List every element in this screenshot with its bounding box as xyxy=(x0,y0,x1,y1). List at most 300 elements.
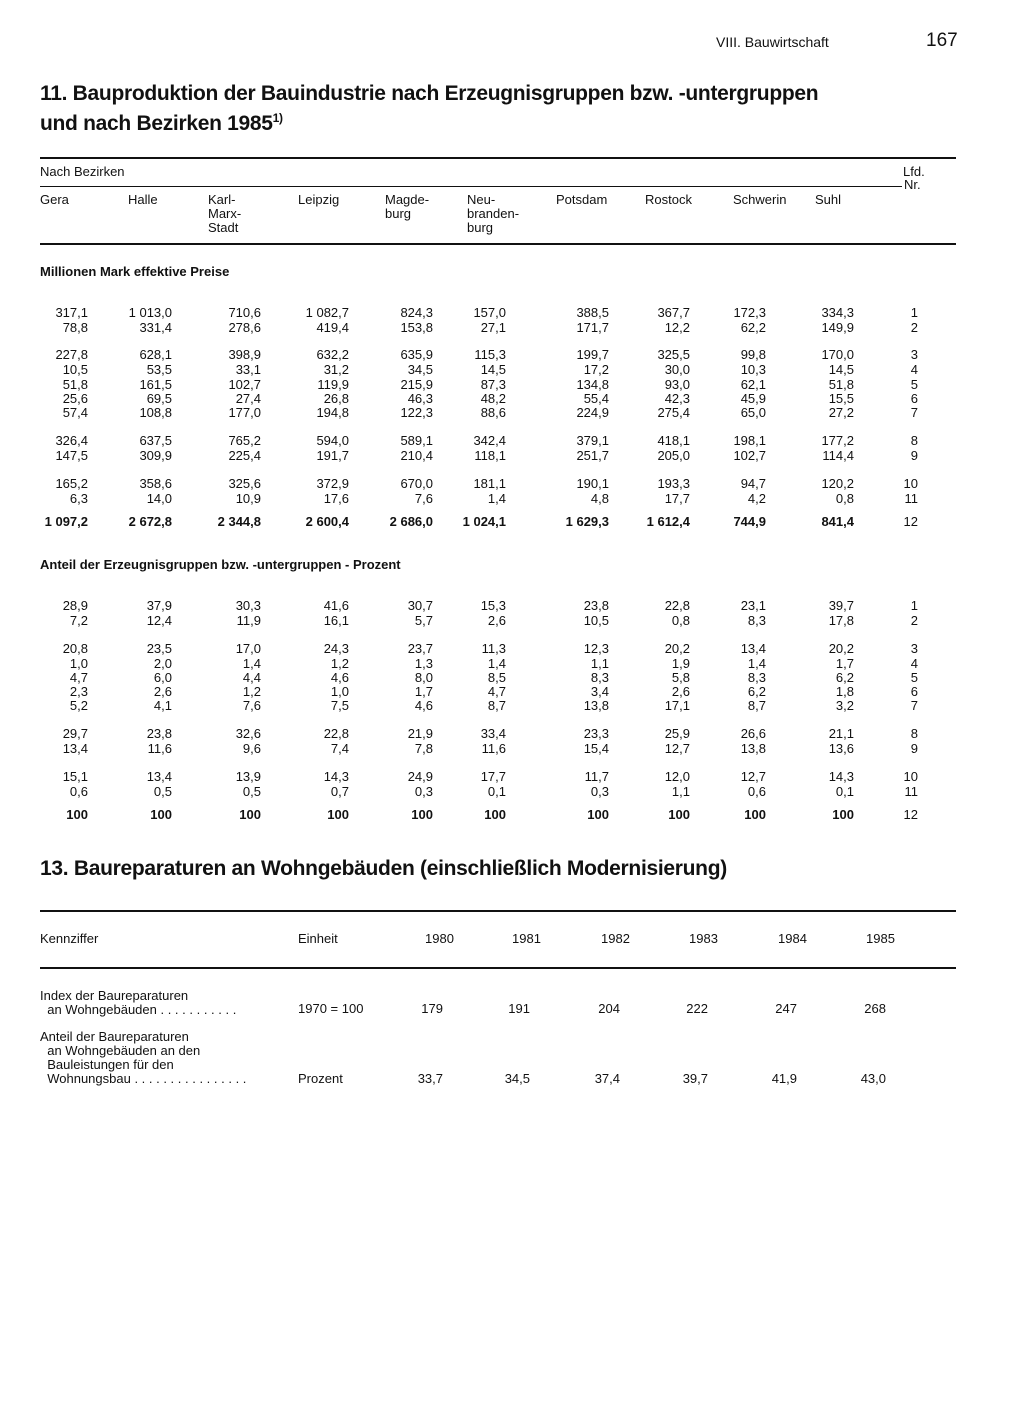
table-11-title-line2: und nach Bezirken 1985$^{1)}$ xyxy=(40,111,283,135)
table-cell: 15,1 xyxy=(62,769,88,784)
table-cell: 23,8 xyxy=(583,598,609,613)
table-13-row-label: Index der Baureparaturen an Wohngebäuden . . . . . . . . . . . xyxy=(40,988,237,1017)
table-cell: 20,8 xyxy=(62,641,88,656)
table-cell: 0,5 xyxy=(153,784,172,799)
table-cell: 48,2 xyxy=(480,391,506,406)
table-cell: 100 xyxy=(66,807,88,822)
table-cell: 4,6 xyxy=(414,698,433,713)
table-cell: 8,3 xyxy=(590,670,609,685)
table-cell: 227,8 xyxy=(55,347,88,362)
table-cell: 4,7 xyxy=(69,670,88,685)
table-cell: 6,2 xyxy=(835,670,854,685)
table-13-header: 1985 xyxy=(866,931,895,946)
table-cell: 325,6 xyxy=(228,476,261,491)
table-cell: 153,8 xyxy=(400,320,433,335)
table-cell: 37,9 xyxy=(146,598,172,613)
table-13-title: 13. Baureparaturen an Wohngebäuden (einschließlich Modernisierung) xyxy=(40,857,727,880)
table-cell: 14,3 xyxy=(323,769,349,784)
table-cell: 100 xyxy=(239,807,261,822)
table-cell: 2,6 xyxy=(671,684,690,699)
table-cell: 24,3 xyxy=(323,641,349,656)
table-cell: 637,5 xyxy=(139,433,172,448)
table-cell: 1,2 xyxy=(330,656,349,671)
table-cell: 23,7 xyxy=(407,641,433,656)
table-cell: 628,1 xyxy=(139,347,172,362)
table-cell: 358,6 xyxy=(139,476,172,491)
table-cell: 161,5 xyxy=(139,377,172,392)
table-cell: 225,4 xyxy=(228,448,261,463)
row-number: 2 xyxy=(910,320,918,335)
table-cell: 177,2 xyxy=(821,433,854,448)
table-cell: 1,9 xyxy=(671,656,690,671)
table-cell: 12,0 xyxy=(664,769,690,784)
table-cell: 21,9 xyxy=(407,726,433,741)
table-cell: 15,4 xyxy=(583,741,609,756)
table-cell: 177,0 xyxy=(228,405,261,420)
table-cell: 134,8 xyxy=(576,377,609,392)
table-cell: 2 686,0 xyxy=(389,514,433,529)
table-cell: 334,3 xyxy=(821,305,854,320)
table-cell: 372,9 xyxy=(316,476,349,491)
table-cell: 171,7 xyxy=(576,320,609,335)
table-cell: 5,8 xyxy=(671,670,690,685)
table-13-cell: 34,5 xyxy=(504,1071,530,1086)
table-cell: 379,1 xyxy=(576,433,609,448)
table-cell: 45,9 xyxy=(740,391,766,406)
row-number: 1 xyxy=(910,305,918,320)
table-cell: 120,2 xyxy=(821,476,854,491)
table-cell: 100 xyxy=(832,807,854,822)
table-cell: 1,7 xyxy=(835,656,854,671)
table-cell: 1,2 xyxy=(242,684,261,699)
table-cell: 14,3 xyxy=(828,769,854,784)
table-cell: 331,4 xyxy=(139,320,172,335)
table-cell: 181,1 xyxy=(473,476,506,491)
row-number: 11 xyxy=(904,784,918,799)
table-cell: 13,9 xyxy=(235,769,261,784)
table-cell: 1 629,3 xyxy=(565,514,609,529)
lfd-label-2: Nr. xyxy=(904,177,921,192)
row-number: 3 xyxy=(910,641,918,656)
table-cell: 1,4 xyxy=(487,656,506,671)
table-cell: 51,8 xyxy=(828,377,854,392)
table-cell: 115,3 xyxy=(474,347,506,362)
row-number: 5 xyxy=(910,377,918,392)
table-cell: 594,0 xyxy=(316,433,349,448)
table-cell: 0,1 xyxy=(835,784,854,799)
table-cell: 199,7 xyxy=(576,347,609,362)
table-cell: 325,5 xyxy=(657,347,690,362)
table-cell: 2,3 xyxy=(69,684,88,699)
table-cell: 41,6 xyxy=(323,598,349,613)
table-cell: 1,3 xyxy=(414,656,433,671)
table-cell: 744,9 xyxy=(733,514,766,529)
table-cell: 8,7 xyxy=(487,698,506,713)
table-cell: 191,7 xyxy=(316,448,349,463)
table-cell: 0,6 xyxy=(69,784,88,799)
table-cell: 9,6 xyxy=(242,741,261,756)
table-cell: 100 xyxy=(668,807,690,822)
column-header: Suhl xyxy=(815,192,842,207)
table-cell: 27,1 xyxy=(480,320,506,335)
table-cell: 13,8 xyxy=(583,698,609,713)
table-cell: 100 xyxy=(327,807,349,822)
table-cell: 17,1 xyxy=(664,698,690,713)
table-cell: 23,1 xyxy=(740,598,766,613)
table-cell: 1,4 xyxy=(242,656,261,671)
table-cell: 20,2 xyxy=(664,641,690,656)
table-cell: 317,1 xyxy=(55,305,88,320)
column-header: Rostock xyxy=(645,192,692,207)
table-cell: 1,7 xyxy=(414,684,433,699)
table-cell: 26,6 xyxy=(740,726,766,741)
table-13-top-rule xyxy=(40,910,956,912)
table-13-header: Einheit xyxy=(298,931,338,946)
table-cell: 7,8 xyxy=(414,741,433,756)
table-13-header: 1982 xyxy=(601,931,630,946)
table-cell: 419,4 xyxy=(316,320,349,335)
row-number: 7 xyxy=(910,698,918,713)
table-cell: 12,3 xyxy=(583,641,609,656)
table-cell: 205,0 xyxy=(657,448,690,463)
table-13-unit: 1970 = 100 xyxy=(298,1001,364,1016)
page-number: 167 xyxy=(926,30,958,51)
table-cell: 4,6 xyxy=(330,670,349,685)
column-header: Leipzig xyxy=(298,192,340,207)
table-cell: 278,6 xyxy=(228,320,261,335)
table-cell: 12,2 xyxy=(664,320,690,335)
table-13-cell: 204 xyxy=(598,1001,620,1016)
table-cell: 14,5 xyxy=(828,362,854,377)
column-header: Magde- burg xyxy=(385,192,430,221)
table-cell: 93,0 xyxy=(664,377,690,392)
row-number: 11 xyxy=(904,491,918,506)
table-cell: 17,7 xyxy=(664,491,690,506)
table-cell: 51,8 xyxy=(62,377,88,392)
table-cell: 1,0 xyxy=(330,684,349,699)
table-13-cell: 222 xyxy=(686,1001,708,1016)
table-cell: 57,4 xyxy=(62,405,88,420)
table-cell: 23,8 xyxy=(146,726,172,741)
table-cell: 4,7 xyxy=(487,684,506,699)
table-cell: 7,6 xyxy=(414,491,433,506)
table-cell: 367,7 xyxy=(657,305,690,320)
row-number: 5 xyxy=(910,670,918,685)
table-13-cell: 33,7 xyxy=(417,1071,443,1086)
table-cell: 1,4 xyxy=(487,491,506,506)
table-cell: 0,3 xyxy=(590,784,609,799)
table-cell: 1 024,1 xyxy=(462,514,506,529)
table-cell: 210,4 xyxy=(400,448,433,463)
table-cell: 194,8 xyxy=(316,405,349,420)
table-cell: 20,2 xyxy=(828,641,854,656)
table-cell: 8,5 xyxy=(487,670,506,685)
table-cell: 65,0 xyxy=(740,405,766,420)
table-cell: 100 xyxy=(484,807,506,822)
table-cell: 8,0 xyxy=(414,670,433,685)
section1-label: Millionen Mark effektive Preise xyxy=(40,264,230,279)
table-cell: 78,8 xyxy=(62,320,88,335)
table-13-cell: 179 xyxy=(421,1001,443,1016)
table-cell: 1 013,0 xyxy=(128,305,172,320)
table-cell: 1 082,7 xyxy=(305,305,349,320)
table-cell: 30,7 xyxy=(407,598,433,613)
table-cell: 326,4 xyxy=(55,433,88,448)
table-cell: 7,4 xyxy=(330,741,349,756)
table-cell: 1,4 xyxy=(747,656,766,671)
table-cell: 122,3 xyxy=(400,405,433,420)
table-cell: 6,0 xyxy=(153,670,172,685)
section2-label: Anteil der Erzeugnisgruppen bzw. -untergruppen - Prozent xyxy=(40,557,401,572)
table-cell: 824,3 xyxy=(400,305,433,320)
row-number: 12 xyxy=(903,514,918,529)
table-cell: 28,9 xyxy=(62,598,88,613)
table-cell: 16,1 xyxy=(323,613,349,628)
table-13-header-rule xyxy=(40,967,956,969)
row-number: 7 xyxy=(910,405,918,420)
column-header: Halle xyxy=(128,192,158,207)
table-cell: 6,2 xyxy=(747,684,766,699)
table-13-cell: 37,4 xyxy=(594,1071,620,1086)
table-cell: 589,1 xyxy=(400,433,433,448)
table-cell: 3,4 xyxy=(590,684,609,699)
table-cell: 12,7 xyxy=(664,741,690,756)
table-cell: 88,6 xyxy=(480,405,506,420)
table-13-header: 1984 xyxy=(778,931,807,946)
table-cell: 30,3 xyxy=(235,598,261,613)
table-11-title-line1: 11. Bauproduktion der Bauindustrie nach Erzeugnisgruppen bzw. -untergruppen xyxy=(40,82,819,105)
column-header: Neu- branden- burg xyxy=(467,192,520,235)
table-13-unit: Prozent xyxy=(298,1071,343,1086)
table-cell: 39,7 xyxy=(828,598,854,613)
section-header: VIII. Bauwirtschaft xyxy=(716,34,829,50)
table-cell: 21,1 xyxy=(828,726,854,741)
row-number: 8 xyxy=(910,433,918,448)
table-cell: 114,4 xyxy=(822,448,854,463)
table-cell: 2 344,8 xyxy=(217,514,261,529)
table-cell: 27,4 xyxy=(235,391,261,406)
table-cell: 172,3 xyxy=(733,305,766,320)
table-cell: 10,5 xyxy=(62,362,88,377)
table-cell: 27,2 xyxy=(828,405,854,420)
table-cell: 11,6 xyxy=(147,741,172,756)
table-cell: 53,5 xyxy=(146,362,172,377)
row-number: 6 xyxy=(910,391,918,406)
table-cell: 100 xyxy=(411,807,433,822)
table-cell: 102,7 xyxy=(228,377,261,392)
table-cell: 388,5 xyxy=(576,305,609,320)
table-cell: 13,6 xyxy=(828,741,854,756)
row-number: 12 xyxy=(903,807,918,822)
table-cell: 13,4 xyxy=(146,769,172,784)
table-cell: 147,5 xyxy=(55,448,88,463)
table-cell: 33,1 xyxy=(235,362,261,377)
table-cell: 3,2 xyxy=(835,698,854,713)
row-number: 10 xyxy=(903,769,918,784)
table-cell: 0,5 xyxy=(242,784,261,799)
row-number: 3 xyxy=(910,347,918,362)
row-number: 1 xyxy=(910,598,918,613)
table-13-header: 1983 xyxy=(689,931,718,946)
table-cell: 2,6 xyxy=(153,684,172,699)
table-11-header-rule xyxy=(40,243,956,245)
table-cell: 17,2 xyxy=(583,362,609,377)
row-number: 4 xyxy=(910,656,918,671)
table-cell: 6,3 xyxy=(69,491,88,506)
table-cell: 13,4 xyxy=(740,641,766,656)
table-cell: 198,1 xyxy=(733,433,766,448)
table-cell: 1 097,2 xyxy=(44,514,88,529)
table-cell: 14,0 xyxy=(146,491,172,506)
table-13-cell: 268 xyxy=(864,1001,886,1016)
table-cell: 13,4 xyxy=(62,741,88,756)
table-cell: 118,1 xyxy=(474,448,506,463)
table-cell: 8,3 xyxy=(747,670,766,685)
table-cell: 632,2 xyxy=(316,347,349,362)
table-cell: 108,8 xyxy=(139,405,172,420)
table-cell: 17,8 xyxy=(828,613,854,628)
table-cell: 17,6 xyxy=(323,491,349,506)
table-cell: 275,4 xyxy=(657,405,690,420)
table-cell: 1,1 xyxy=(671,784,690,799)
table-cell: 14,5 xyxy=(480,362,506,377)
table-cell: 102,7 xyxy=(733,448,766,463)
column-header: Schwerin xyxy=(733,192,787,207)
table-cell: 55,4 xyxy=(583,391,609,406)
table-cell: 157,0 xyxy=(473,305,506,320)
table-cell: 1 612,4 xyxy=(646,514,690,529)
table-cell: 32,6 xyxy=(235,726,261,741)
table-cell: 190,1 xyxy=(576,476,609,491)
table-cell: 5,7 xyxy=(414,613,433,628)
table-cell: 29,7 xyxy=(62,726,88,741)
table-11-title xyxy=(40,82,818,136)
column-header: Potsdam xyxy=(556,192,608,207)
table-cell: 13,8 xyxy=(740,741,766,756)
table-cell: 23,5 xyxy=(146,641,172,656)
table-cell: 7,5 xyxy=(330,698,349,713)
table-cell: 15,3 xyxy=(480,598,506,613)
table-cell: 670,0 xyxy=(400,476,433,491)
table-cell: 11,9 xyxy=(236,613,261,628)
table-cell: 34,5 xyxy=(407,362,433,377)
row-number: 9 xyxy=(910,741,918,756)
table-cell: 22,8 xyxy=(664,598,690,613)
table-cell: 11,3 xyxy=(481,641,506,656)
table-cell: 15,5 xyxy=(828,391,854,406)
table-13-cell: 41,9 xyxy=(771,1071,797,1086)
table-cell: 765,2 xyxy=(228,433,261,448)
table-cell: 11,7 xyxy=(584,769,609,784)
table-cell: 149,9 xyxy=(821,320,854,335)
row-number: 2 xyxy=(910,613,918,628)
table-cell: 25,9 xyxy=(664,726,690,741)
table-cell: 165,2 xyxy=(55,476,88,491)
table-cell: 418,1 xyxy=(657,433,690,448)
table-cell: 10,5 xyxy=(583,613,609,628)
table-cell: 4,4 xyxy=(242,670,261,685)
table-cell: 10,9 xyxy=(235,491,261,506)
table-cell: 841,4 xyxy=(821,514,854,529)
table-cell: 33,4 xyxy=(480,726,506,741)
table-cell: 1,0 xyxy=(69,656,88,671)
table-cell: 4,2 xyxy=(747,491,766,506)
table-cell: 62,1 xyxy=(740,377,766,392)
table-cell: 5,2 xyxy=(69,698,88,713)
table-cell: 2 600,4 xyxy=(305,514,349,529)
table-cell: 7,6 xyxy=(242,698,261,713)
table-cell: 119,9 xyxy=(317,377,349,392)
bezirke-rule xyxy=(40,186,902,187)
table-cell: 10,3 xyxy=(740,362,766,377)
table-13-cell: 39,7 xyxy=(682,1071,708,1086)
table-cell: 11,6 xyxy=(481,741,506,756)
table-cell: 12,7 xyxy=(740,769,766,784)
table-cell: 2 672,8 xyxy=(128,514,172,529)
table-cell: 1,1 xyxy=(590,656,609,671)
table-cell: 23,3 xyxy=(583,726,609,741)
table-cell: 398,9 xyxy=(228,347,261,362)
table-cell: 193,3 xyxy=(657,476,690,491)
table-cell: 215,9 xyxy=(400,377,433,392)
table-cell: 42,3 xyxy=(664,391,690,406)
table-cell: 24,9 xyxy=(407,769,433,784)
table-cell: 26,8 xyxy=(323,391,349,406)
row-number: 4 xyxy=(910,362,918,377)
table-cell: 7,2 xyxy=(69,613,88,628)
table-cell: 2,6 xyxy=(487,613,506,628)
table-13-cell: 191 xyxy=(508,1001,530,1016)
table-cell: 94,7 xyxy=(740,476,766,491)
table-cell: 4,8 xyxy=(590,491,609,506)
table-cell: 710,6 xyxy=(228,305,261,320)
table-cell: 69,5 xyxy=(146,391,172,406)
table-cell: 251,7 xyxy=(576,448,609,463)
table-cell: 12,4 xyxy=(146,613,172,628)
table-cell: 8,3 xyxy=(747,613,766,628)
table-cell: 342,4 xyxy=(473,433,506,448)
table-cell: 4,1 xyxy=(153,698,172,713)
table-cell: 100 xyxy=(150,807,172,822)
table-cell: 2,0 xyxy=(153,656,172,671)
table-13-header: 1980 xyxy=(425,931,454,946)
column-header: Karl- Marx- Stadt xyxy=(208,192,242,235)
table-cell: 46,3 xyxy=(407,391,433,406)
footnote-mark: 1) xyxy=(272,111,283,125)
table-cell: 0,6 xyxy=(747,784,766,799)
table-cell: 8,7 xyxy=(747,698,766,713)
table-cell: 224,9 xyxy=(576,405,609,420)
table-cell: 30,0 xyxy=(664,362,690,377)
table-cell: 0,8 xyxy=(671,613,690,628)
table-cell: 635,9 xyxy=(400,347,433,362)
table-cell: 31,2 xyxy=(323,362,349,377)
table-cell: 0,1 xyxy=(487,784,506,799)
table-cell: 1,8 xyxy=(835,684,854,699)
row-number: 6 xyxy=(910,684,918,699)
table-cell: 62,2 xyxy=(740,320,766,335)
table-cell: 100 xyxy=(587,807,609,822)
table-cell: 100 xyxy=(744,807,766,822)
table-cell: 25,6 xyxy=(62,391,88,406)
table-13-row-label: Anteil der Baureparaturen an Wohngebäuden an den Bauleistungen für den Wohnungsbau . . . . . . . . . . . . . . . . xyxy=(40,1029,247,1086)
row-number: 8 xyxy=(910,726,918,741)
table-cell: 309,9 xyxy=(139,448,172,463)
group-label: Nach Bezirken xyxy=(40,164,125,179)
table-cell: 17,7 xyxy=(480,769,506,784)
row-number: 9 xyxy=(910,448,918,463)
table-13-header: Kennziffer xyxy=(40,931,99,946)
